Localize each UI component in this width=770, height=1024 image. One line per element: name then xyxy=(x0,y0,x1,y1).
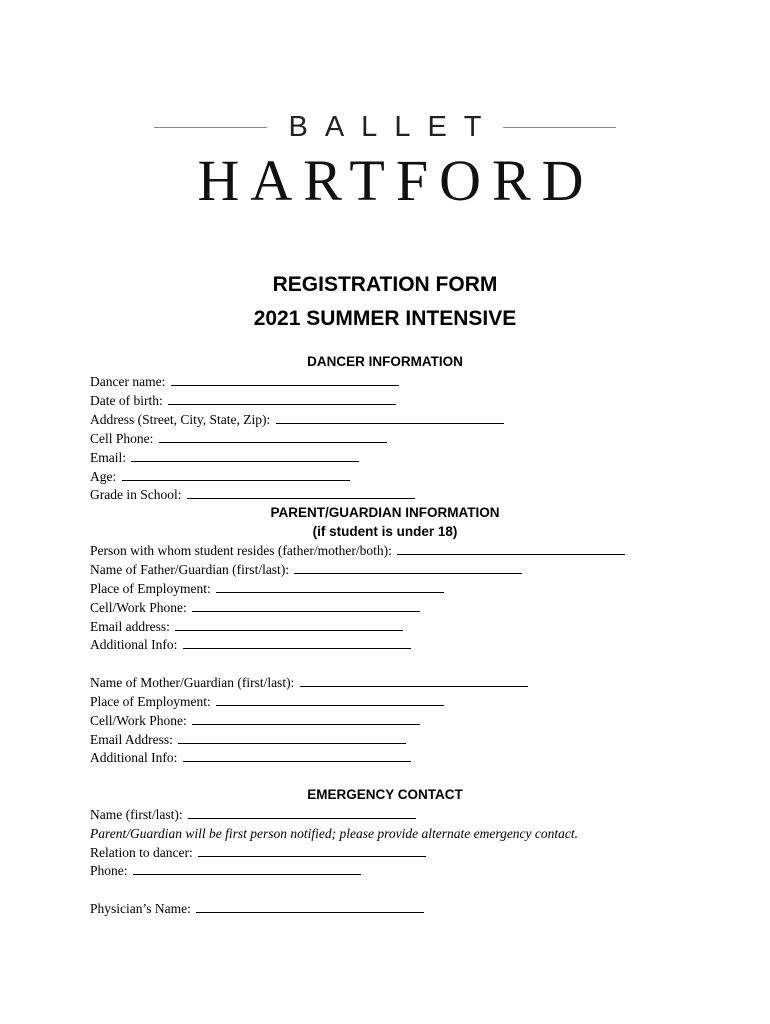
resides-with-field[interactable] xyxy=(90,542,625,560)
field-label: Place of Employment: xyxy=(90,581,211,596)
physician-name-field[interactable] xyxy=(90,900,424,918)
field-label: Additional Info: xyxy=(90,750,178,765)
field-label: Age: xyxy=(90,469,117,484)
emergency-contact-heading: EMERGENCY CONTACT xyxy=(307,787,463,802)
field-label: Place of Employment: xyxy=(90,694,211,709)
emergency-name-blank[interactable] xyxy=(188,806,416,819)
logo-rule-right xyxy=(503,127,616,128)
age-field[interactable] xyxy=(90,468,350,486)
dancer-info-heading: DANCER INFORMATION xyxy=(307,354,463,369)
field-label: Physician’s Name: xyxy=(90,901,191,916)
email-field[interactable] xyxy=(90,449,359,467)
cell-phone-field[interactable] xyxy=(90,430,387,448)
mother-email-field[interactable] xyxy=(90,731,406,749)
grade-field[interactable] xyxy=(90,486,415,504)
field-label: Dancer name: xyxy=(90,374,166,389)
emergency-note: Parent/Guardian will be first person notified; please provide alternate emergency contact. xyxy=(90,826,579,841)
logo-ballet-row xyxy=(154,112,616,142)
form-subtitle: 2021 SUMMER INTENSIVE xyxy=(253,307,517,330)
dancer-name-field[interactable] xyxy=(90,373,399,391)
logo-hartford-text: HARTFORD xyxy=(197,148,595,213)
father-employment-blank[interactable] xyxy=(216,580,444,593)
mother-employment-blank[interactable] xyxy=(216,693,444,706)
emergency-phone-field[interactable] xyxy=(90,862,361,880)
field-label: Cell Phone: xyxy=(90,431,154,446)
father-employment-field[interactable] xyxy=(90,580,444,598)
mother-phone-blank[interactable] xyxy=(192,712,420,725)
mother-employment-field[interactable] xyxy=(90,693,444,711)
field-label: Name of Mother/Guardian (first/last): xyxy=(90,675,295,690)
mother-additional-info-field[interactable] xyxy=(90,749,411,767)
field-label: Name of Father/Guardian (first/last): xyxy=(90,562,290,577)
field-label: Phone: xyxy=(90,863,128,878)
relation-blank[interactable] xyxy=(198,844,426,857)
father-additional-info-field[interactable] xyxy=(90,636,411,654)
resides-with-blank[interactable] xyxy=(397,542,625,555)
relation-field[interactable] xyxy=(90,844,426,862)
father-email-field[interactable] xyxy=(90,618,403,636)
father-additional-info-blank[interactable] xyxy=(183,636,411,649)
date-of-birth-blank[interactable] xyxy=(168,392,396,405)
email-blank[interactable] xyxy=(131,449,359,462)
address-field[interactable] xyxy=(90,411,504,429)
emergency-name-field[interactable] xyxy=(90,806,416,824)
field-label: Email Address: xyxy=(90,732,173,747)
form-title: REGISTRATION FORM xyxy=(272,273,498,296)
emergency-phone-blank[interactable] xyxy=(133,862,361,875)
logo-ballet-text: BALLET xyxy=(288,111,499,143)
field-label: Address (Street, City, State, Zip): xyxy=(90,412,271,427)
dancer-name-blank[interactable] xyxy=(171,373,399,386)
father-email-blank[interactable] xyxy=(175,618,403,631)
field-label: Grade in School: xyxy=(90,487,182,502)
field-label: Person with whom student resides (father/mother/both): xyxy=(90,543,392,558)
field-label: Additional Info: xyxy=(90,637,178,652)
mother-email-blank[interactable] xyxy=(178,731,406,744)
mother-name-field[interactable] xyxy=(90,674,528,692)
father-name-blank[interactable] xyxy=(294,561,522,574)
field-label: Cell/Work Phone: xyxy=(90,600,187,615)
father-name-field[interactable] xyxy=(90,561,522,579)
parent-info-subheading: (if student is under 18) xyxy=(312,524,458,539)
grade-blank[interactable] xyxy=(187,486,415,499)
field-label: Email address: xyxy=(90,619,170,634)
field-label: Relation to dancer: xyxy=(90,845,193,860)
field-label: Cell/Work Phone: xyxy=(90,713,187,728)
father-phone-field[interactable] xyxy=(90,599,420,617)
mother-phone-field[interactable] xyxy=(90,712,420,730)
mother-name-blank[interactable] xyxy=(300,674,528,687)
field-label: Email: xyxy=(90,450,126,465)
cell-phone-blank[interactable] xyxy=(159,430,387,443)
address-blank[interactable] xyxy=(276,411,504,424)
date-of-birth-field[interactable] xyxy=(90,392,396,410)
age-blank[interactable] xyxy=(122,468,350,481)
physician-name-blank[interactable] xyxy=(196,900,424,913)
field-label: Date of birth: xyxy=(90,393,163,408)
field-label: Name (first/last): xyxy=(90,807,183,822)
mother-additional-info-blank[interactable] xyxy=(183,749,411,762)
parent-info-heading: PARENT/GUARDIAN INFORMATION xyxy=(270,505,500,520)
father-phone-blank[interactable] xyxy=(192,599,420,612)
